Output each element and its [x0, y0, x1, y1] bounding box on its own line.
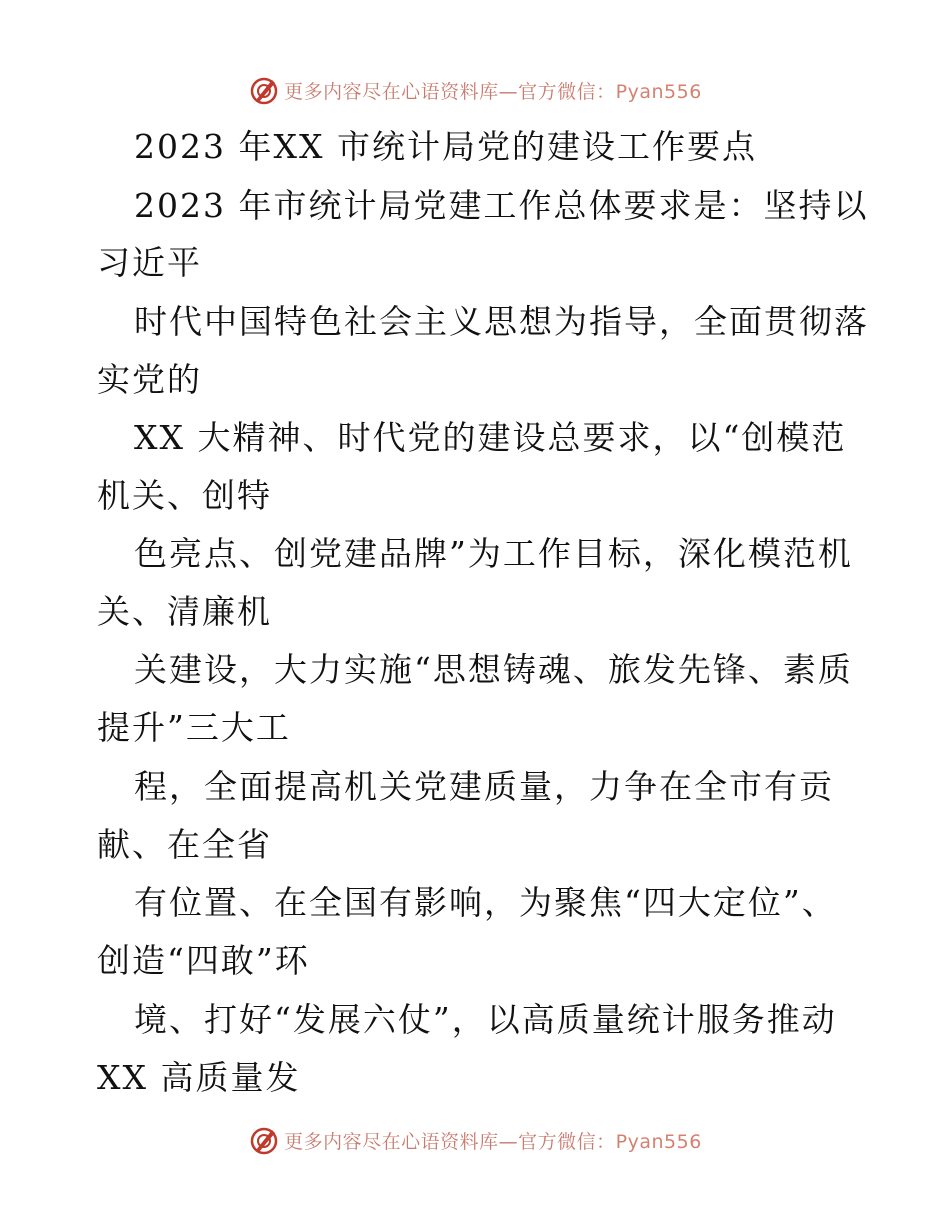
doc-line: XX 大精神、时代党的建设总要求，以“创模范: [134, 418, 847, 457]
doc-line: 色亮点、创党建品牌”为工作目标，深化模范机: [134, 534, 853, 573]
pen-logo-icon: [248, 1124, 280, 1156]
doc-title: 2023 年XX 市统计局党的建设工作要点: [134, 127, 757, 166]
watermark-banner-bottom: [0, 1120, 950, 1160]
doc-line: 机关、创特: [97, 476, 272, 515]
doc-line: 创造“四敢”环: [97, 941, 310, 980]
doc-line: 关建设，大力实施“思想铸魂、旅发先锋、素质: [134, 650, 853, 689]
doc-line: 关、清廉机: [97, 592, 272, 631]
doc-line: 2023 年市统计局党建工作总体要求是：坚持以: [134, 186, 869, 225]
watermark-account: Pyan556: [615, 80, 702, 103]
watermark-text-cn: 更多内容尽在心语资料库—官方微信：: [284, 80, 616, 103]
doc-line: 有位置、在全国有影响，为聚焦“四大定位”、: [134, 883, 837, 922]
doc-line: 程，全面提高机关党建质量，力争在全市有贡: [134, 767, 834, 806]
doc-line: 献、在全省: [97, 825, 272, 864]
doc-line: 提升”三大工: [97, 708, 291, 747]
watermark-account: Pyan556: [615, 1130, 702, 1153]
doc-line: 实党的: [97, 360, 202, 399]
watermark-text-cn: 更多内容尽在心语资料库—官方微信：: [284, 1130, 616, 1153]
doc-line: 习近平: [97, 243, 202, 282]
doc-line: 时代中国特色社会主义思想为指导，全面贯彻落: [134, 302, 869, 341]
doc-line: XX 高质量发: [97, 1058, 301, 1097]
watermark-text: [284, 1127, 702, 1154]
doc-line: 境、打好“发展六仗”，以高质量统计服务推动: [134, 1000, 837, 1039]
